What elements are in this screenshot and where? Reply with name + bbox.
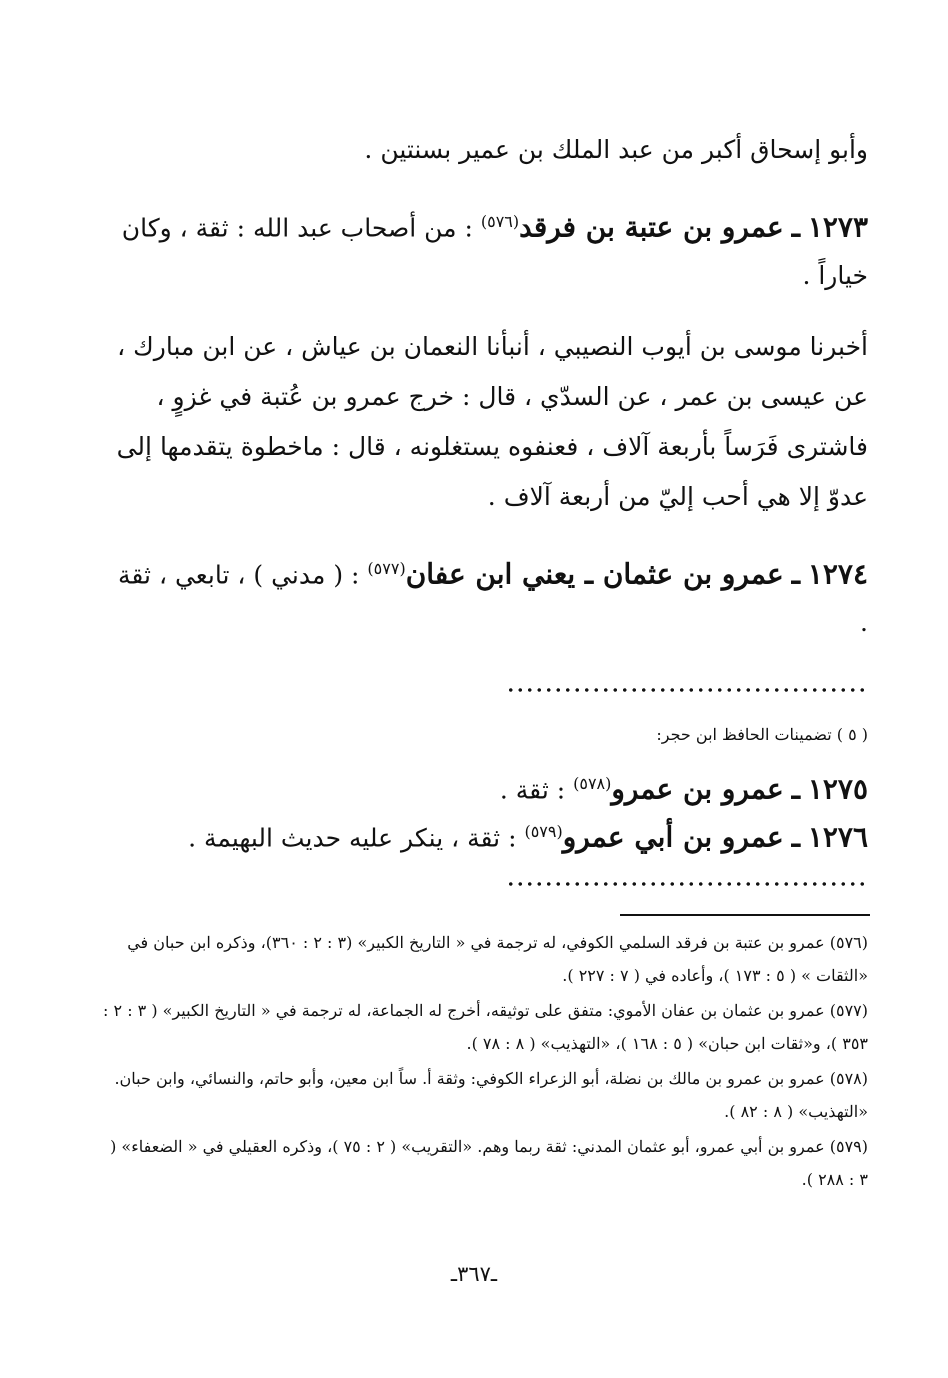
entry-name: عمرو بن عمرو xyxy=(611,772,784,806)
entry-1276 xyxy=(108,810,868,860)
dotted-separator-top xyxy=(506,686,868,694)
footnotes xyxy=(103,926,868,1198)
footnote-ref: (٥٧٩) xyxy=(524,822,563,841)
entry-dash: ـ xyxy=(791,820,800,854)
footnote-ref: (٥٧٧) xyxy=(367,559,406,578)
footnote-576: (٥٧٦) عمرو بن عتبة بن فرقد السلمي الكوفي، له ترجمة في « التاريخ الكبير» (٣ : ٢ : ٣٦٠)، وذكره ابن حبان في «الثقات » ( ٥ : ١٧٣ )، وأعاده في ( ٧ : ٢٢٧ ). xyxy=(127,933,868,985)
entry-1273 xyxy=(108,198,868,300)
tadmin-label xyxy=(108,722,868,748)
footnote-578: (٥٧٨) عمرو بن عمرو بن مالك بن نضلة، أبو الزعراء الكوفي: وثقة أ. ساً ابن معين، وأبو حاتم، والنسائي، وابن حبان. «التهذيب» ( ٨ : ٨٢ ). xyxy=(114,1069,868,1121)
entry-dash: ـ xyxy=(791,210,800,244)
entry-number: ١٢٧٣ xyxy=(807,210,868,244)
page-number: ـ٣٦٧ـ xyxy=(450,1262,498,1286)
narration-paragraph xyxy=(108,322,868,522)
entry-text: : ثقة ، ينكر عليه حديث البهيمة . xyxy=(188,823,517,853)
entry-name: عمرو بن أبي عمرو xyxy=(562,820,784,854)
entry-text: : ( مدني ) ، تابعي ، ثقة . xyxy=(118,560,868,638)
entry-name: عمرو بن عثمان ـ يعني ابن عفان xyxy=(405,557,784,591)
entry-dash: ـ xyxy=(791,557,800,591)
footnote-rule xyxy=(620,914,870,916)
entry-text: : ثقة . xyxy=(499,775,566,805)
narration-text: أخبرنا موسى بن أيوب النصيبي ، أنبأنا النعمان بن عياش ، عن ابن مبارك ، عن عيسى بن عمر ، عن السدّي ، قال : خرج عمرو بن عُتبة في غزوٍ ، فاشترى فَرَساً بأربعة آلاف ، فعنفوه يستغلونه ، قال : ماخطوة يتقدمها إلى عدوّ إلا هي أحب إليّ من أربعة آلاف . xyxy=(116,332,868,511)
entry-name: عمرو بن عتبة بن فرقد xyxy=(519,210,784,244)
dotted-separator-bottom xyxy=(506,880,868,888)
entry-1274 xyxy=(108,545,868,647)
footnote-ref: (٥٧٦) xyxy=(480,212,520,231)
entry-text: : من أصحاب عبد الله : ثقة ، وكان خياراً . xyxy=(121,213,868,291)
entry-1275 xyxy=(108,762,868,812)
entry-number: ١٢٧٥ xyxy=(807,772,868,806)
intro-text: وأبو إسحاق أكبر من عبد الملك بن عمير بسنتين . xyxy=(364,135,868,164)
entry-number: ١٢٧٦ xyxy=(807,820,868,854)
footnote-ref: (٥٧٨) xyxy=(573,774,612,793)
entry-number: ١٢٧٤ xyxy=(807,557,868,591)
tadmin-label-text: ( ٥ ) تضمينات الحافظ ابن حجر: xyxy=(656,725,868,744)
footnote-579: (٥٧٩) عمرو بن أبي عمرو، أبو عثمان المدني: ثقة ربما وهم. «التقريب» ( ٢ : ٧٥ )، وذكره العقيلي في « الضعفاء» ( ٣ : ٢٨٨ ). xyxy=(110,1137,868,1189)
intro-line xyxy=(108,126,868,174)
footnote-577: (٥٧٧) عمرو بن عثمان بن عفان الأموي: متفق على توثيقه، أخرج له الجماعة، له ترجمة في « التاريخ الكبير» ( ٣ : ٢ : ٣٥٣ )، و«ثقات ابن حبان» ( ٥ : ١٦٨ )، «التهذيب» ( ٨ : ٧٨ ). xyxy=(103,1001,868,1053)
entry-dash: ـ xyxy=(791,772,800,806)
